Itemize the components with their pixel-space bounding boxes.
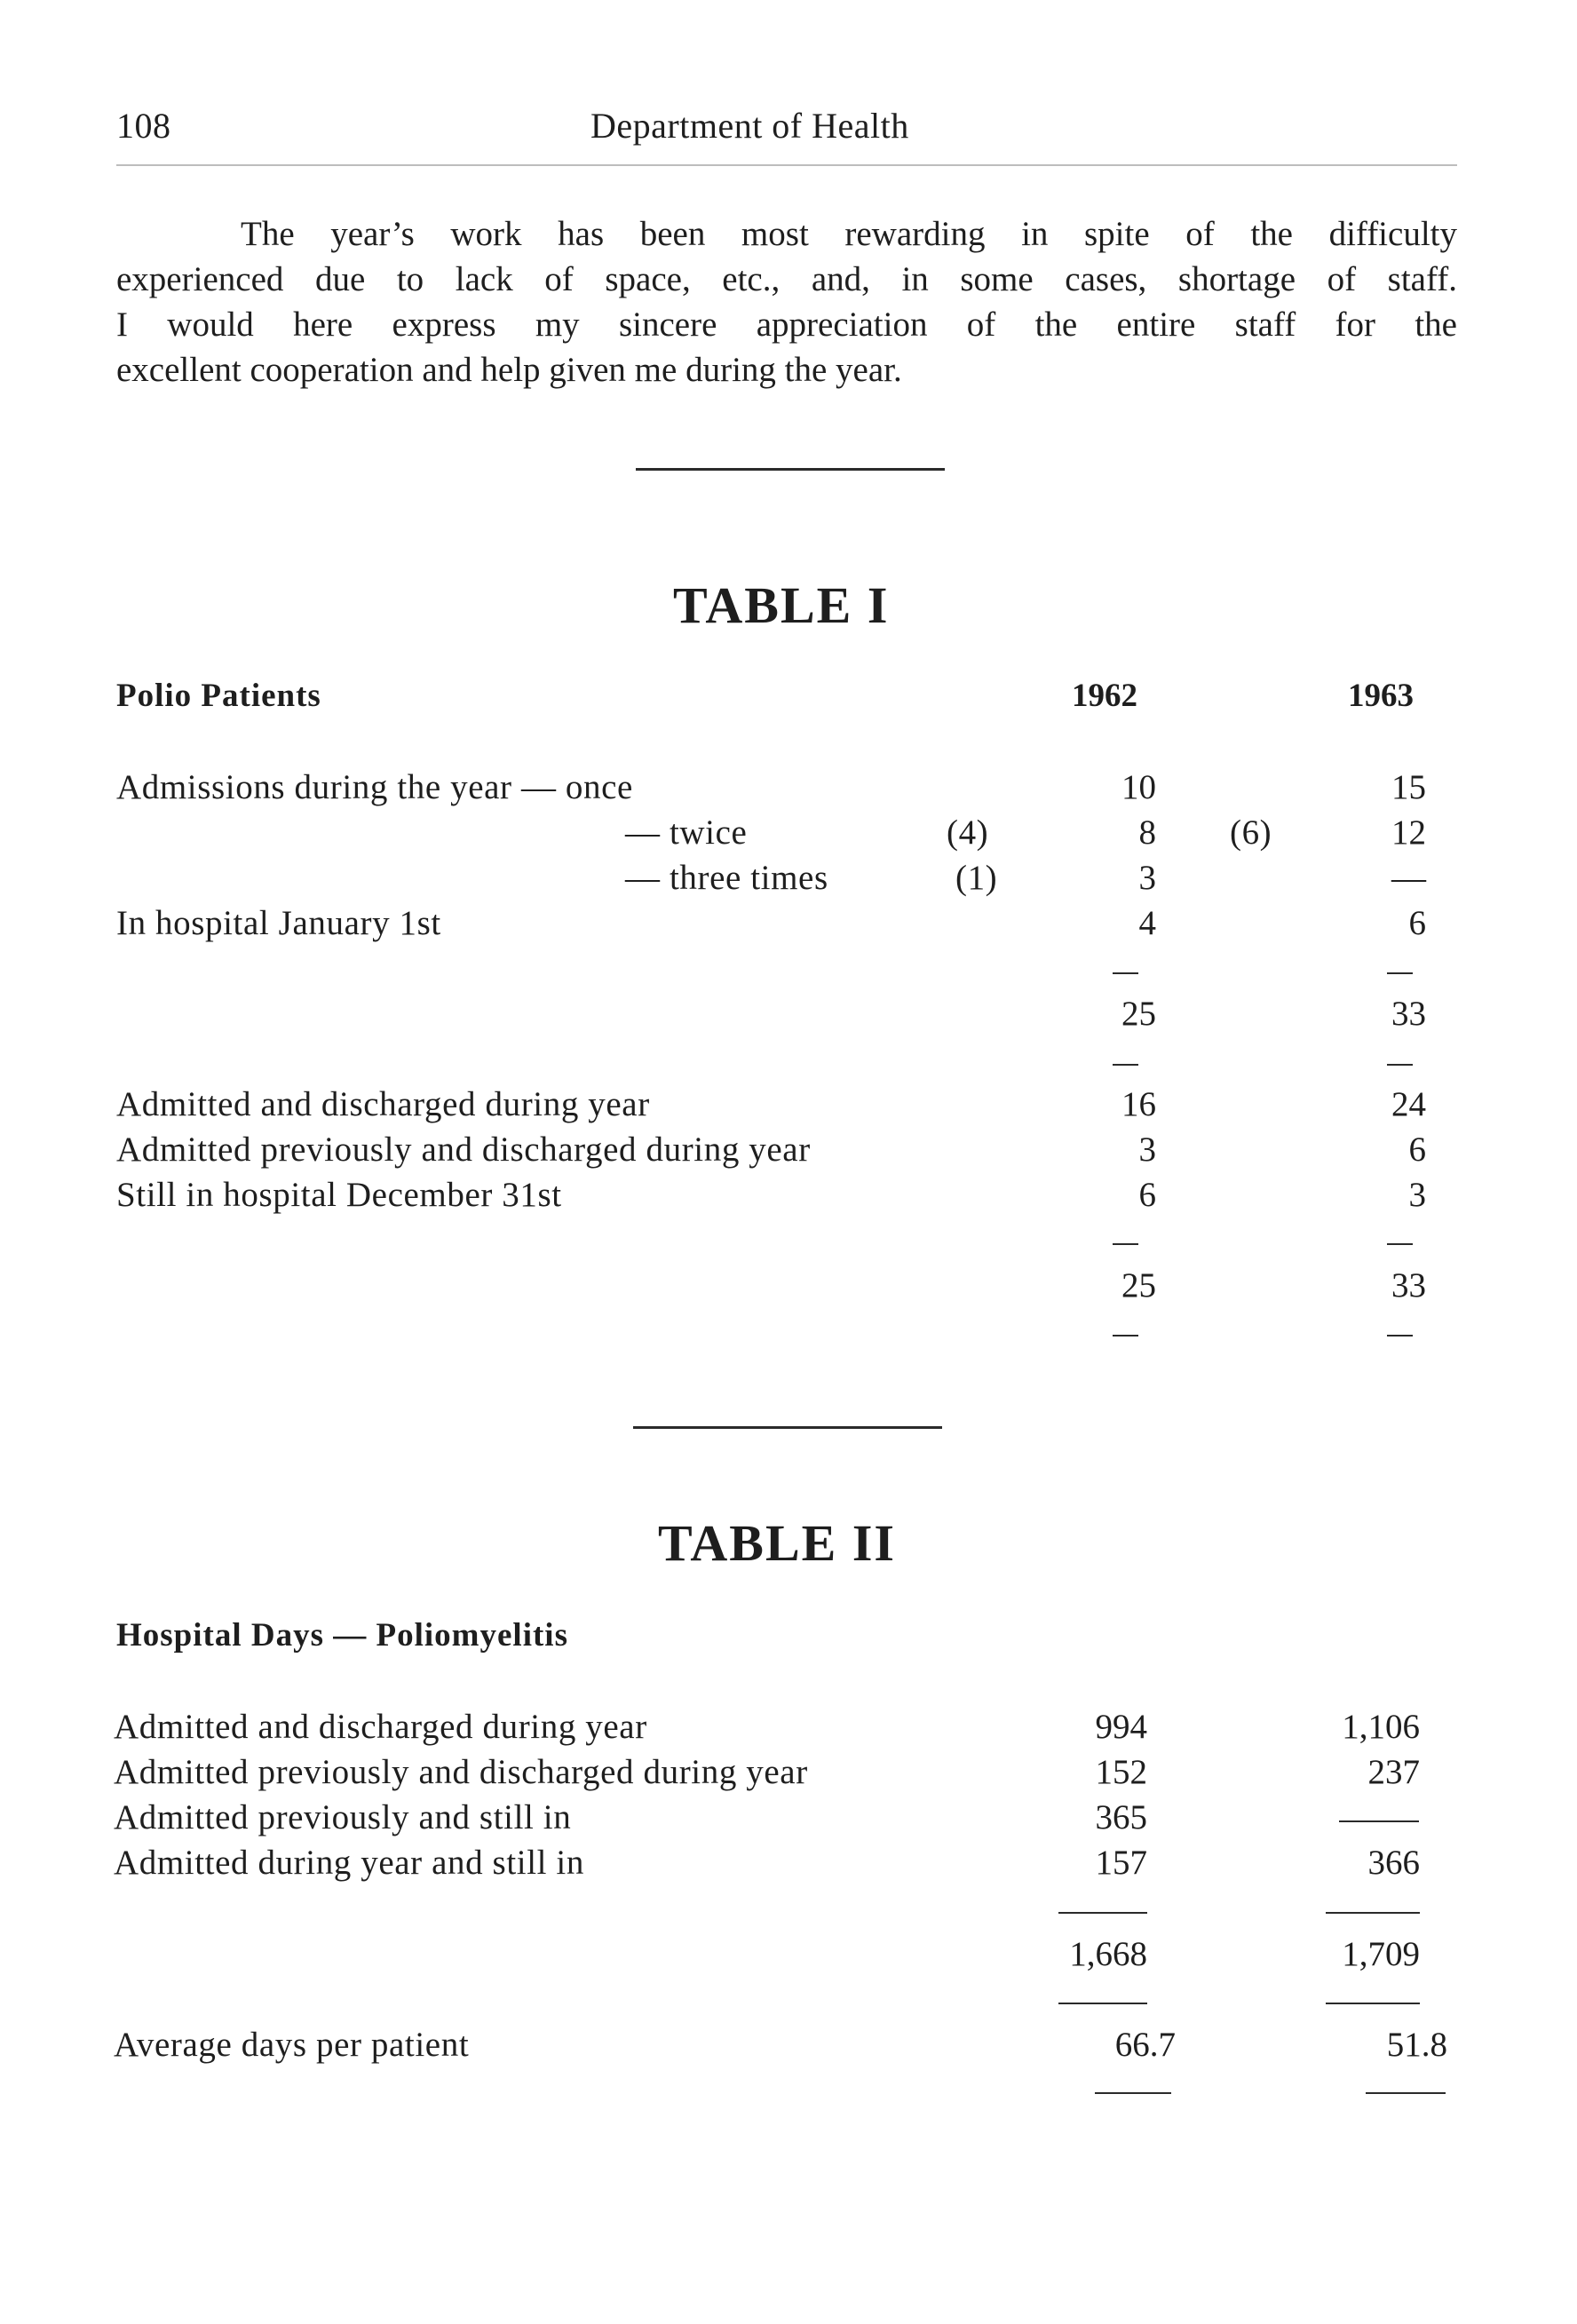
- table2-value-1962: 152: [1095, 1753, 1147, 1791]
- table2-row-label: Admitted previously and still in: [114, 1798, 572, 1836]
- table1-row-label: Still in hospital December 31st: [116, 1176, 562, 1214]
- subtotal-rule: [1058, 1912, 1147, 1914]
- table1-value-1962: 16: [1121, 1085, 1156, 1123]
- table1-total-1962: 25: [1121, 995, 1156, 1033]
- table1-value-1962: 3: [1138, 859, 1156, 897]
- table1-value-1962: 10: [1121, 768, 1156, 806]
- intro-line: excellent cooperation and help given me during the year.: [116, 351, 902, 389]
- section-divider: [636, 468, 945, 471]
- total-rule: [1387, 1335, 1413, 1336]
- table1-value-1963: 15: [1391, 768, 1426, 806]
- table2-value-1962: 365: [1095, 1798, 1147, 1836]
- total-rule: [1387, 1064, 1413, 1066]
- table2-row-label: Admitted previously and discharged during year: [114, 1753, 808, 1791]
- table2-row-label: Admitted and discharged during year: [114, 1708, 647, 1746]
- table2-title: TABLE II: [658, 1514, 896, 1572]
- table2-value-1963: 366: [1367, 1844, 1420, 1882]
- table2-section-heading: Hospital Days — Poliomyelitis: [116, 1617, 568, 1654]
- table2-value-1962: 157: [1095, 1844, 1147, 1882]
- table1-value-1963: 6: [1408, 904, 1426, 942]
- intro-line: The year’s work has been most rewarding in spite of the difficulty: [241, 215, 1457, 253]
- table2-value-1963: 1,106: [1342, 1708, 1420, 1746]
- total-rule: [1326, 2003, 1420, 2004]
- page-number: 108: [116, 106, 171, 146]
- table1-row-label: Admissions during the year — once: [116, 768, 633, 806]
- average-rule: [1366, 2092, 1446, 2094]
- table2-total-1963: 1,709: [1342, 1935, 1420, 1973]
- table2-value-1962: 994: [1095, 1708, 1147, 1746]
- intro-line: experienced due to lack of space, etc., and, in some cases, shortage of staff.: [116, 260, 1457, 298]
- subtotal-rule: [1387, 972, 1413, 974]
- table1-row-label: Admitted previously and discharged during year: [116, 1130, 811, 1169]
- table1-total-1962: 25: [1121, 1266, 1156, 1305]
- table2-average-1962: 66.7: [1114, 2026, 1176, 2064]
- table1-subcount-1962: (4): [947, 813, 989, 852]
- table1-total-1963: 33: [1391, 1266, 1426, 1305]
- table2-value-1963: 237: [1367, 1753, 1420, 1791]
- table1-col-1962: 1962: [1072, 678, 1137, 714]
- table1-row-label: Admitted and discharged during year: [116, 1085, 650, 1123]
- table1-value-1963: 6: [1408, 1130, 1426, 1169]
- table1-title: TABLE I: [673, 576, 890, 634]
- table1-row-label: In hospital January 1st: [116, 904, 441, 942]
- table1-value-1963: 24: [1391, 1085, 1426, 1123]
- table1-value-1963: 3: [1408, 1176, 1426, 1214]
- subtotal-rule: [1326, 1912, 1420, 1914]
- total-rule: [1113, 1064, 1138, 1066]
- table1-value-1962: 6: [1138, 1176, 1156, 1214]
- empty-value-dash: [1339, 1820, 1419, 1822]
- table1-subcount-1963: (6): [1230, 813, 1272, 852]
- subtotal-rule: [1113, 972, 1138, 974]
- table1-value-1962: 3: [1138, 1130, 1156, 1169]
- running-title: Department of Health: [590, 106, 909, 146]
- table1-col-1963: 1963: [1348, 678, 1414, 714]
- table1-total-1963: 33: [1391, 995, 1426, 1033]
- table1-value-1963: 12: [1391, 813, 1426, 852]
- intro-paragraph: [116, 211, 1457, 393]
- table1-section-heading: Polio Patients: [116, 678, 321, 714]
- average-rule: [1095, 2092, 1171, 2094]
- header-rule: [116, 164, 1457, 166]
- table1-subcount-1962: (1): [955, 859, 998, 897]
- intro-line: I would here express my sincere appreciation of the entire staff for the: [116, 305, 1457, 344]
- total-rule: [1113, 1335, 1138, 1336]
- table1-value-1962: 8: [1138, 813, 1156, 852]
- table2-average-1963: 51.8: [1386, 2026, 1447, 2064]
- total-rule: [1058, 2003, 1147, 2004]
- table1-row-label: — three times: [625, 859, 828, 897]
- table1-row-label: — twice: [625, 813, 748, 852]
- subtotal-rule: [1387, 1243, 1413, 1245]
- table2-average-label: Average days per patient: [114, 2026, 470, 2064]
- subtotal-rule: [1113, 1243, 1138, 1245]
- section-divider: [633, 1426, 942, 1429]
- table2-total-1962: 1,668: [1069, 1935, 1147, 1973]
- table2-row-label: Admitted during year and still in: [114, 1844, 584, 1882]
- table1-value-1962: 4: [1138, 904, 1156, 942]
- table1-value-1963: —: [1391, 859, 1426, 897]
